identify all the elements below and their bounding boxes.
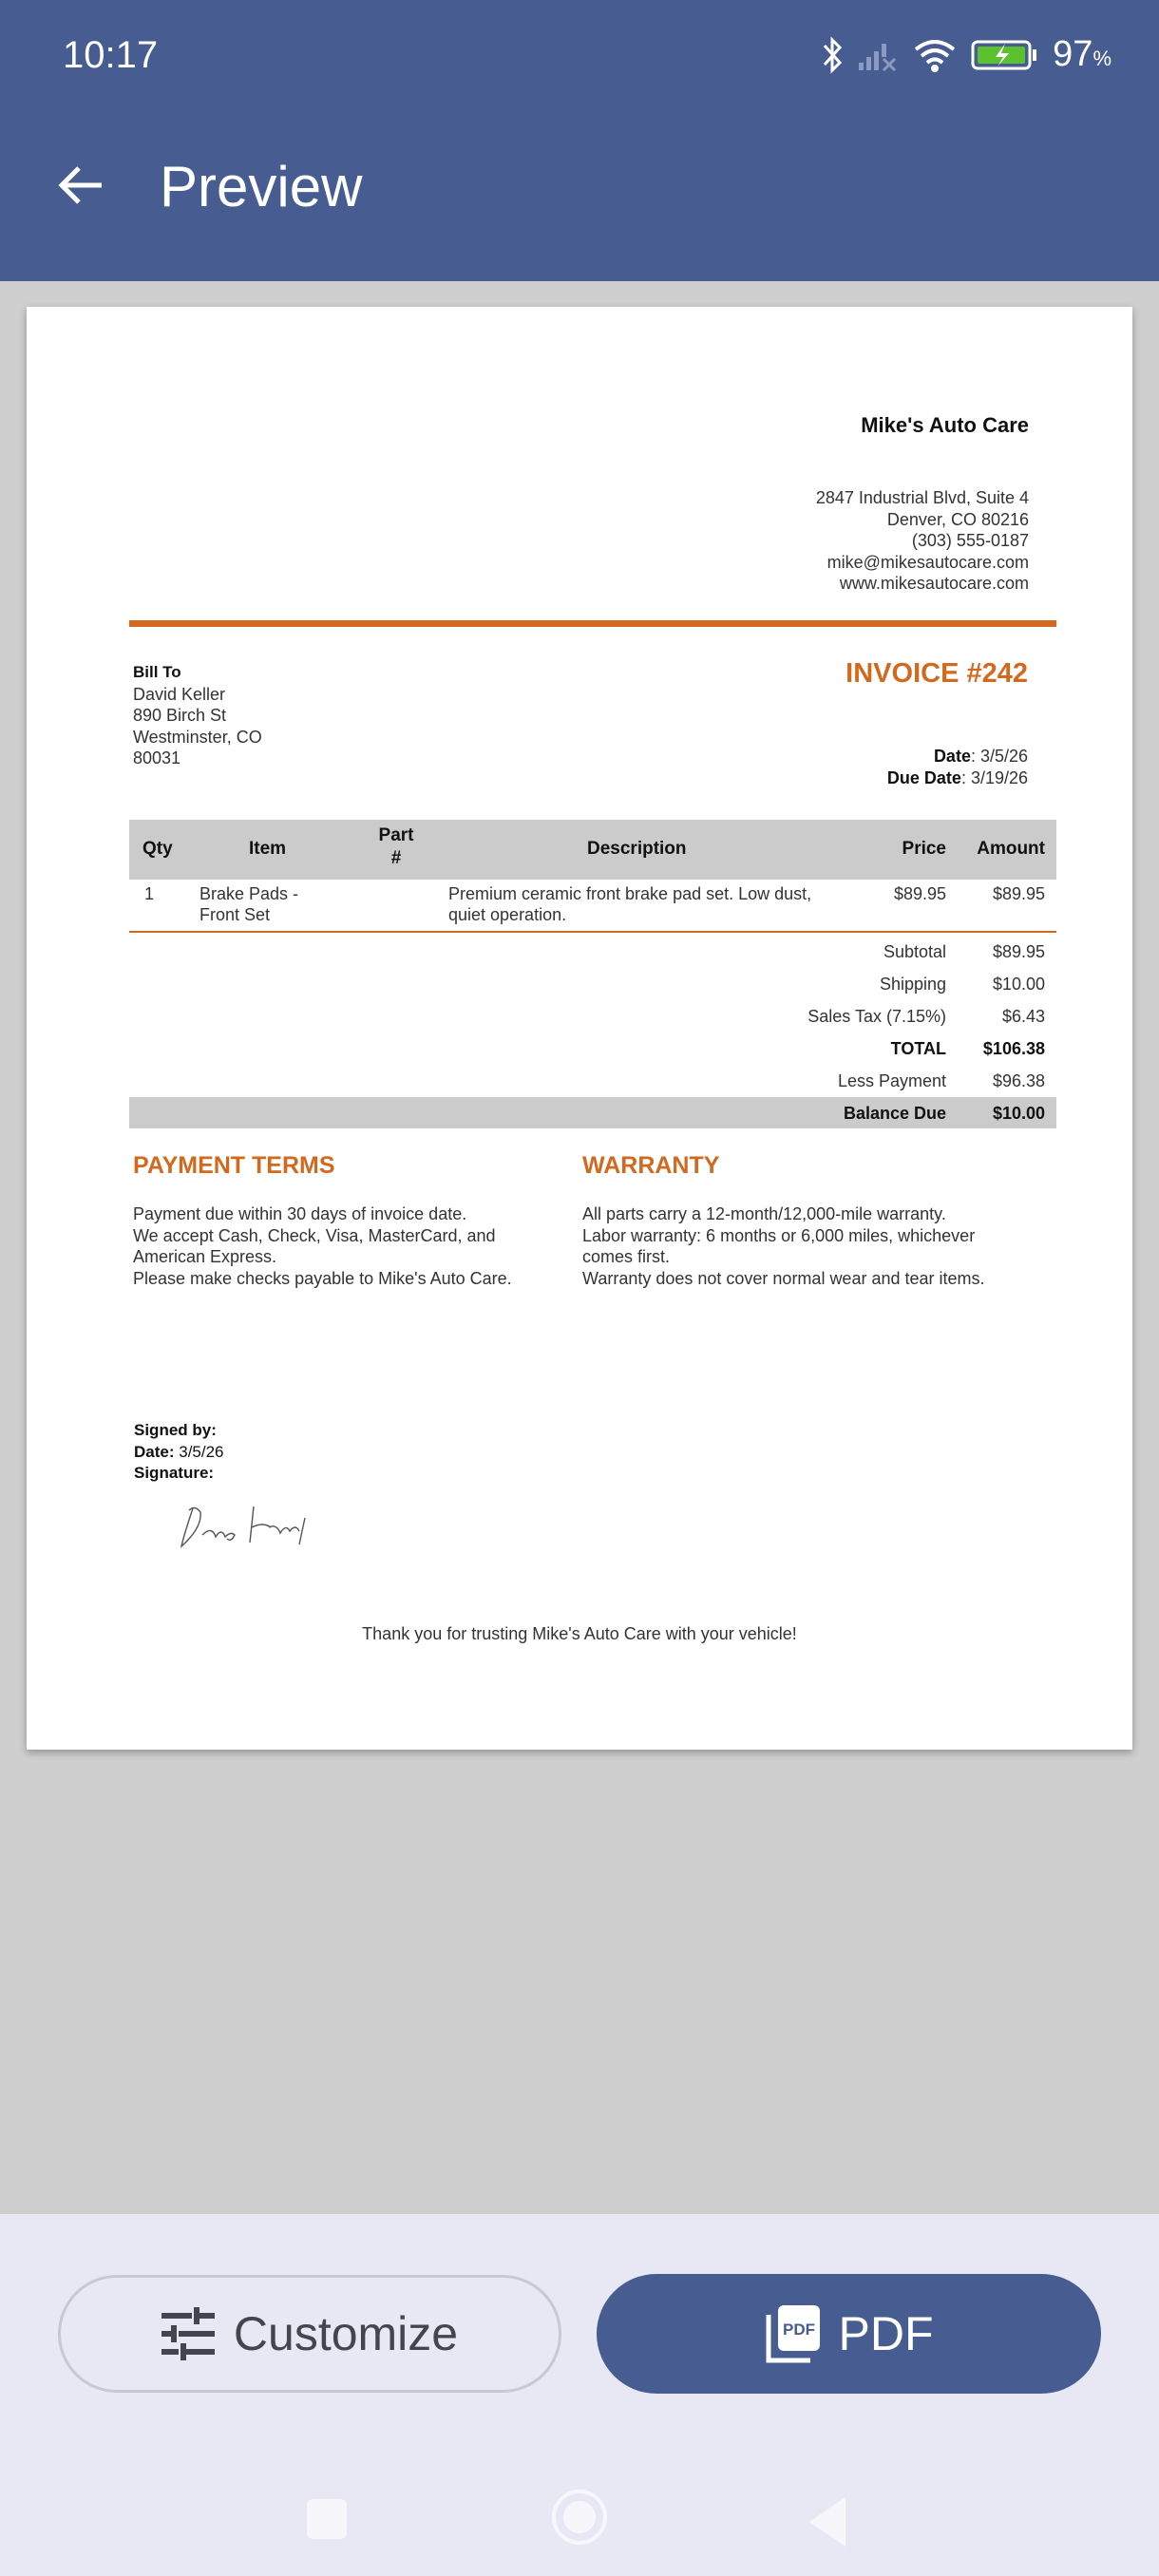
- battery-percent: 97%: [1053, 34, 1112, 74]
- system-back-button[interactable]: [809, 2497, 846, 2547]
- divider: [129, 620, 1056, 627]
- company-address: 2847 Industrial Blvd, Suite 4 Denver, CO 80216 (303) 555-0187 mike@mikesautocare.com www.mikesautocare.com: [815, 488, 1029, 593]
- signature-block: Signed by: Date: 3/5/26 Signature:: [134, 1421, 224, 1482]
- balance-due-row: Balance Due $10.00: [129, 1097, 1056, 1128]
- pdf-label: PDF: [838, 2307, 934, 2360]
- thank-you-note: Thank you for trusting Mike's Auto Care with your vehicle!: [362, 1624, 797, 1643]
- status-icons: [821, 34, 1112, 75]
- page-title: Preview: [160, 155, 363, 218]
- signature-image: [174, 1499, 326, 1556]
- payment-terms-title: PAYMENT TERMS: [133, 1152, 335, 1179]
- totals: [129, 936, 1056, 1128]
- total-row: TOTAL $106.38: [890, 1039, 1045, 1058]
- pdf-button[interactable]: [597, 2274, 1101, 2394]
- table-header: Qty Item Part # Description Price Amount: [129, 820, 1056, 880]
- warranty-title: WARRANTY: [582, 1152, 720, 1179]
- customize-button[interactable]: [58, 2275, 561, 2393]
- customize-label: Customize: [233, 2307, 459, 2360]
- payment-terms-body: Payment due within 30 days of invoice date. We accept Cash, Check, Visa, MasterCard, and American Express. Please make checks payable to Mike's Auto Care.: [133, 1204, 512, 1288]
- invoice-dates: Date: 3/5/26 Due Date: 3/19/26: [886, 747, 1028, 787]
- recents-button[interactable]: [307, 2499, 347, 2539]
- signal-off-icon: [857, 38, 899, 72]
- bill-to: Bill To David Keller 890 Birch St Westminster, CO 80031: [133, 663, 262, 767]
- invoice-number: INVOICE #242: [846, 658, 1028, 689]
- table-row: 1 Brake Pads - Front Set Premium ceramic front brake pad set. Low dust, quiet operation. $89.95 $89.95: [129, 881, 1056, 933]
- svg-text:PDF: PDF: [782, 2320, 815, 2339]
- invoice-preview-page[interactable]: [27, 307, 1132, 1750]
- bottom-action-bar: [0, 2214, 1159, 2576]
- home-button[interactable]: [552, 2490, 607, 2545]
- less-payment-row: Less Payment $96.38: [837, 1071, 1045, 1090]
- bluetooth-icon: [821, 36, 844, 74]
- warranty-body: All parts carry a 12-month/12,000-mile warranty. Labor warranty: 6 months or 6,000 miles, whichever comes first. Warranty does not cover normal wear and tear items.: [582, 1204, 985, 1288]
- battery-charging-icon: [971, 38, 1039, 72]
- tune-icon: [162, 2307, 215, 2360]
- app-bar: [0, 0, 1159, 281]
- back-button[interactable]: [48, 152, 114, 218]
- wifi-icon: [912, 36, 958, 74]
- subtotal-row: Subtotal $89.95: [883, 942, 1045, 961]
- shipping-row: Shipping $10.00: [879, 975, 1045, 994]
- arrow-left-icon: [56, 162, 105, 208]
- pdf-icon: [765, 2303, 822, 2364]
- tax-row: Sales Tax (7.15%) $6.43: [808, 1007, 1045, 1026]
- company-name: Mike's Auto Care: [861, 413, 1029, 437]
- status-time: 10:17: [63, 34, 159, 76]
